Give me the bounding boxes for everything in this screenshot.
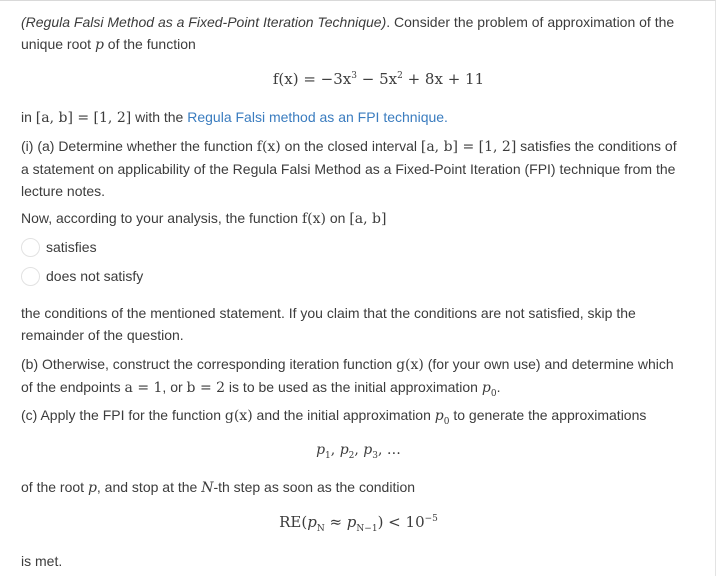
fpi-technique-link[interactable]: Regula Falsi method as an FPI technique. [187, 109, 448, 125]
option-does-not-satisfy[interactable] [21, 265, 143, 287]
stopping-condition: $RE(p_N \approx p_{N-1}) < 10^{-5}$ [279, 513, 438, 534]
radio-button[interactable] [21, 238, 40, 257]
interval-line: in [a, b] = [1, 2] with the Regula Falsi method as an FPI technique. [21, 109, 448, 126]
option-satisfies[interactable] [21, 236, 97, 258]
radio-button[interactable] [21, 267, 40, 286]
intro-title: (Regula Falsi Method as a Fixed-Point Iteration Technique) [21, 14, 387, 30]
part-a-paragraph: (i) (a) Determine whether the function f(x) on the closed interval [a, b] = [1, 2] satisfies the conditions of a statement on applicability of the Regula Falsi Method as a Fixed-Point Iteration (FPI) technique from the lecture notes. [21, 138, 677, 199]
part-c-paragraph: (c) Apply the FPI for the function g(x) and the initial approximation $p_0$ to generate the approximations [21, 407, 647, 427]
conditions-paragraph: the conditions of the mentioned statement. If you claim that the conditions are not satisfied, skip the remainder of the question. [21, 305, 636, 343]
function-equation: $f(x) = -3x^3 - 5x^2 + 8x + 11$ [272, 70, 485, 88]
analysis-line: Now, according to your analysis, the function f(x) on [a, b] [21, 210, 387, 227]
approximation-sequence: $p_1$, $p_2$, $p_3$, … [316, 442, 401, 461]
is-met-line: is met. [21, 553, 63, 569]
option-label: satisfies [46, 239, 97, 255]
intro-paragraph: (Regula Falsi Method as a Fixed-Point Iteration Technique). Consider the problem of approximation of the unique root p of the function [21, 14, 675, 53]
option-label: does not satisfy [46, 268, 144, 284]
part-b-paragraph: (b) Otherwise, construct the corresponding iteration function g(x) (for your own use) and determine which of the endpoints a = 1, or b = 2 is to be used as the initial approximation $p_0$. [21, 356, 674, 399]
stop-paragraph: of the root p, and stop at the N-th step as soon as the condition [21, 479, 416, 496]
